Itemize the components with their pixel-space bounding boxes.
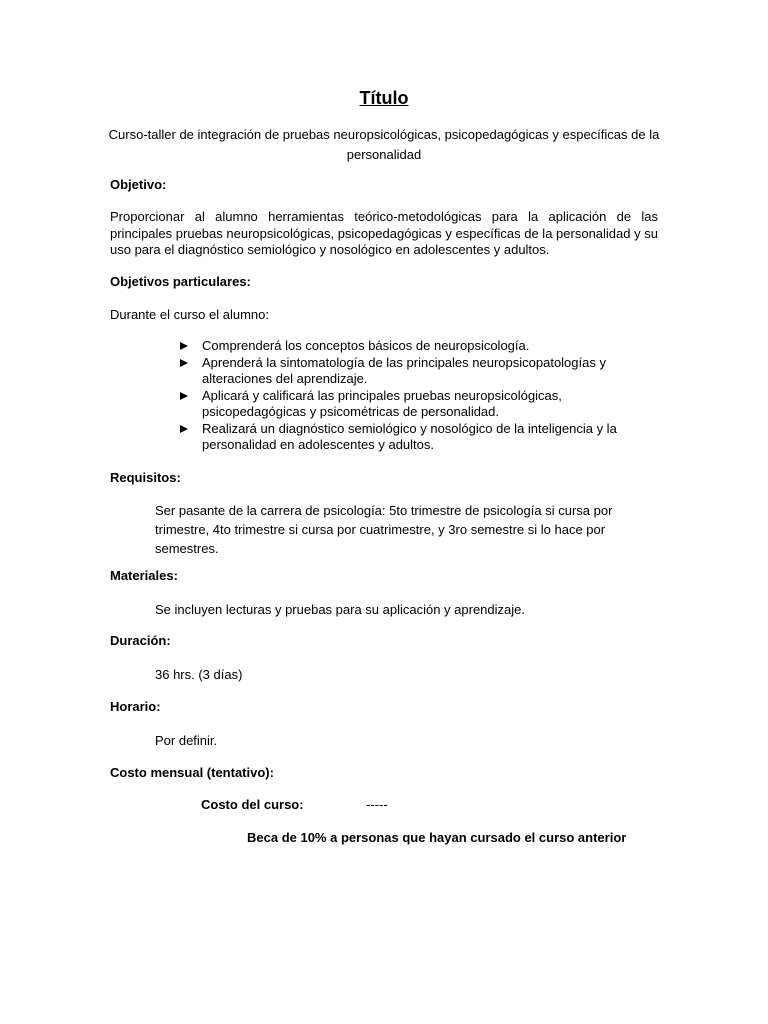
objetivo-line: principales pruebas neuropsicológicas, psicopedagógicas y específicas de la personalidad y su (110, 225, 658, 241)
beca-note: Beca de 10% a personas que hayan cursado el curso anterior (247, 830, 627, 845)
arrow-bullet-icon (180, 359, 188, 367)
list-item (178, 388, 628, 421)
list-item-text: Comprenderá los conceptos básicos de neuropsicología. (202, 338, 530, 353)
materiales-text: Se incluyen lecturas y pruebas para su aplicación y aprendizaje. (155, 602, 525, 617)
costo-heading: Costo mensual (tentativo): (110, 765, 274, 780)
horario-text: Por definir. (155, 733, 218, 748)
arrow-bullet-icon (180, 392, 188, 400)
requisitos-text: Ser pasante de la carrera de psicología: 5to trimestre de psicología si cursa por trimestre, 4to trimestre si cursa por cuatrimestre, y 3ro semestre si lo hace por semestres. (155, 503, 613, 556)
arrow-bullet-icon (180, 425, 188, 433)
objetivos-list (178, 338, 628, 454)
arrow-bullet-icon (180, 342, 188, 350)
duracion-text: 36 hrs. (3 días) (155, 667, 243, 682)
materiales-heading: Materiales: (110, 568, 178, 583)
list-item (178, 355, 628, 388)
objetivos-particulares-intro: Durante el curso el alumno: (110, 307, 269, 322)
objetivos-particulares-heading: Objetivos particulares: (110, 274, 251, 289)
objetivo-paragraph (110, 209, 658, 259)
list-item (178, 421, 628, 454)
list-item-text: Aplicará y calificará las principales pruebas neuropsicológicas, psicopedagógicas y psicométricas de personalidad. (202, 387, 562, 419)
objetivo-heading: Objetivo: (110, 177, 167, 192)
costo-label: Costo del curso: (201, 797, 304, 812)
objetivo-line: Proporcionar al alumno herramientas teórico-metodológicas para la aplicación de las (110, 209, 658, 224)
duracion-heading: Duración: (110, 633, 171, 648)
document-title: Título (359, 88, 409, 108)
objetivo-line: uso para el diagnóstico semiológico y nosológico en adolescentes y adultos. (110, 242, 550, 257)
costo-value: ----- (366, 797, 388, 812)
horario-heading: Horario: (110, 699, 161, 714)
list-item-text: Aprenderá la sintomatología de las principales neuropsicopatologías y alteraciones del aprendizaje. (202, 354, 606, 386)
list-item (178, 338, 628, 355)
list-item-text: Realizará un diagnóstico semiológico y nosológico de la inteligencia y la personalidad en adolescentes y adultos. (202, 420, 617, 452)
requisitos-heading: Requisitos: (110, 470, 181, 485)
course-subtitle: Curso-taller de integración de pruebas neuropsicológicas, psicopedagógicas y específicas de la personalidad (108, 127, 660, 162)
